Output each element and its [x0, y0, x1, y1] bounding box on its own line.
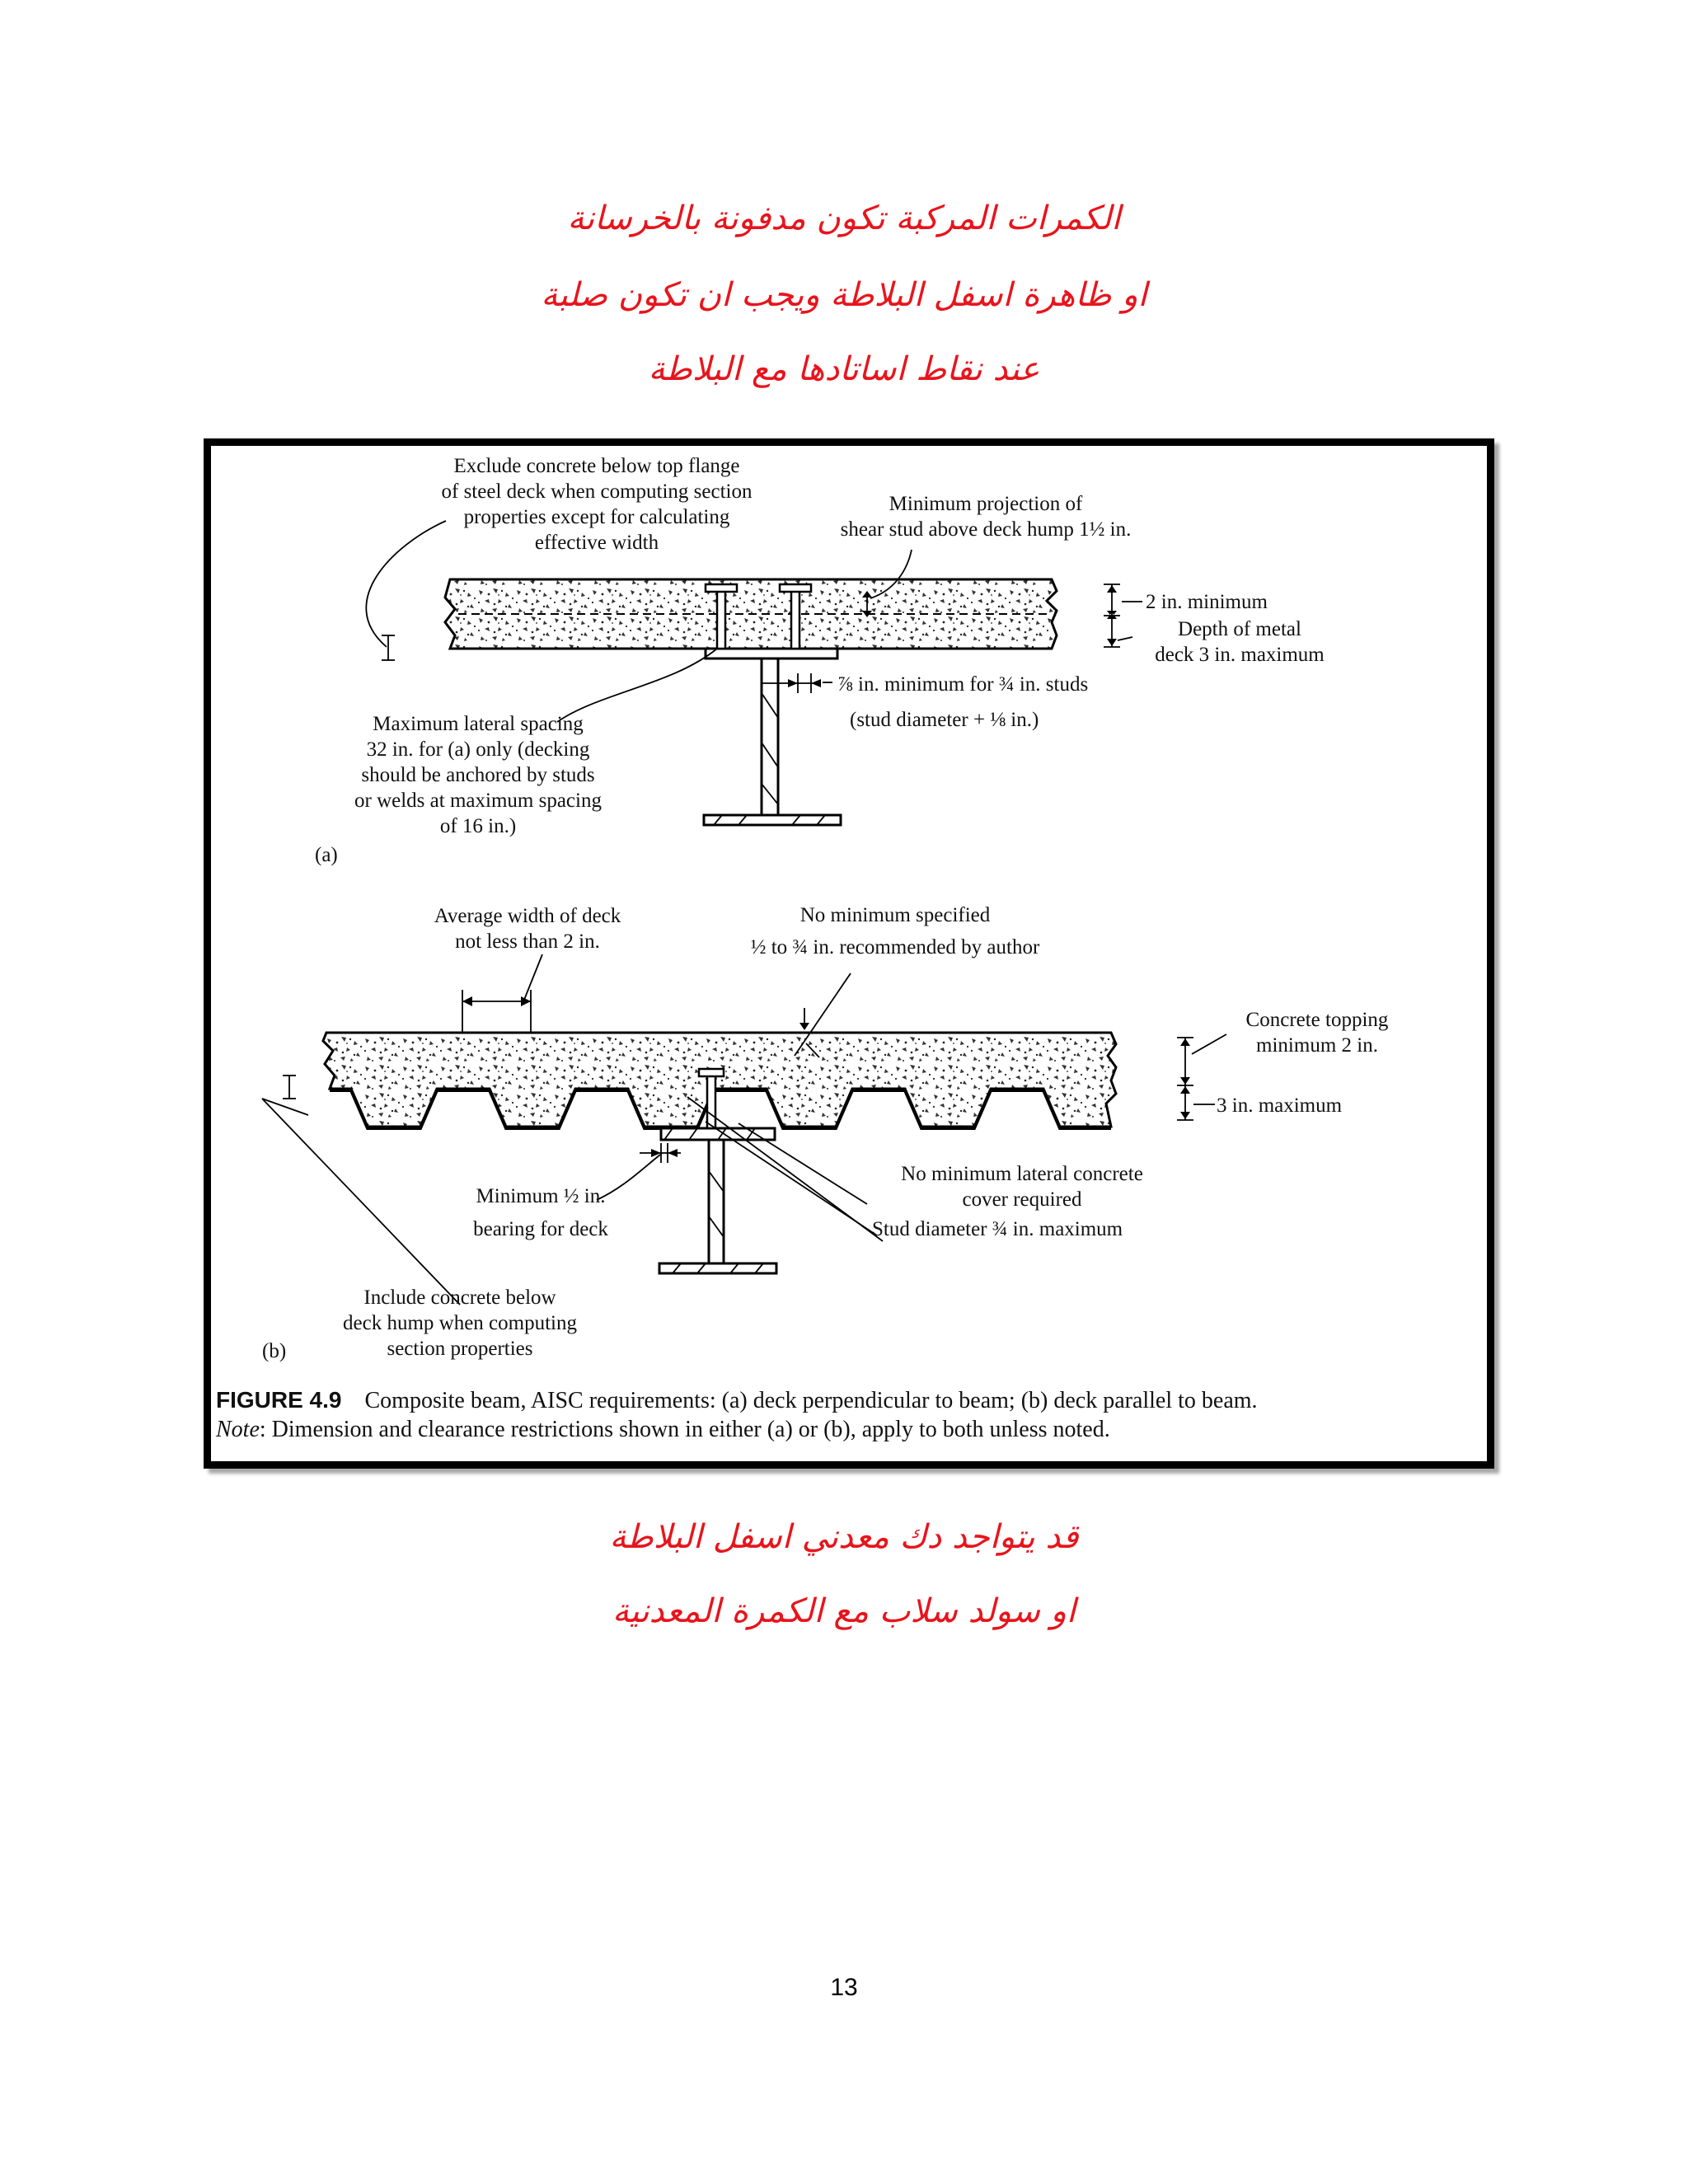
label-exclude-concrete-2: of steel deck when computing section: [441, 480, 753, 503]
label-no-minimum-specified: No minimum specified: [799, 904, 991, 926]
label-max-lateral-spacing-2: 32 in. for (a) only (decking: [366, 738, 590, 761]
caption-text: Composite beam, AISC requirements: (a) deck perpendicular to beam; (b) deck parallel to beam.: [364, 1388, 1258, 1413]
label-concrete-topping-2: minimum 2 in.: [1256, 1034, 1378, 1057]
label-max-lateral-spacing-3: should be anchored by studs: [361, 764, 595, 786]
caption-line-1: [216, 1385, 1485, 1415]
label-include-concrete-2: deck hump when computing: [343, 1312, 577, 1334]
label-include-concrete-3: section properties: [387, 1338, 533, 1360]
label-concrete-topping-1: Concrete topping: [1245, 1009, 1389, 1031]
figure-frame: [204, 438, 1494, 1469]
label-average-width-2: not less than 2 in.: [455, 930, 600, 953]
footer-line-1: قد يتواجد دك معدني اسفل البلاطة: [609, 1518, 1079, 1556]
caption-note-label: Note: [216, 1417, 260, 1442]
label-two-in-minimum: 2 in. minimum: [1146, 591, 1268, 613]
heading-line-3: عند نقاط اساتادها مع البلاطة: [648, 350, 1040, 388]
composite-beam-figure: [211, 446, 1487, 1461]
label-no-min-lateral-cover-1: No minimum lateral concrete: [901, 1163, 1143, 1185]
figure-caption: [216, 1385, 1485, 1444]
footer-line-2: او سولد سلاب مع الكمرة المعدنية: [612, 1592, 1076, 1630]
label-exclude-concrete-4: effective width: [534, 532, 659, 554]
label-depth-metal-deck-2: deck 3 in. maximum: [1155, 644, 1325, 666]
label-seven-eighths: ⅞ in. minimum for ¾ in. studs: [837, 673, 1089, 696]
label-depth-metal-deck-1: Depth of metal: [1178, 618, 1301, 640]
label-exclude-concrete-1: Exclude concrete below top flange: [453, 455, 740, 477]
label-stud-diameter-note: (stud diameter + ⅛ in.): [850, 709, 1039, 731]
label-min-projection-2: shear stud above deck hump 1½ in.: [840, 518, 1132, 541]
label-average-width-1: Average width of deck: [434, 905, 621, 927]
panel-b-tag: (b): [262, 1340, 287, 1362]
label-stud-diameter-max: Stud diameter ¾ in. maximum: [872, 1218, 1123, 1240]
panel-a-tag: (a): [315, 844, 338, 866]
label-max-lateral-spacing-5: of 16 in.): [439, 815, 517, 837]
label-max-lateral-spacing-1: Maximum lateral spacing: [373, 713, 584, 735]
label-min-bearing-1: Minimum ½ in.: [476, 1185, 606, 1207]
caption-note-text: : Dimension and clearance restrictions shown in either (a) or (b), apply to both unless noted.: [259, 1417, 1110, 1442]
label-no-min-lateral-cover-2: cover required: [962, 1188, 1082, 1211]
heading-line-2: او ظاهرة اسفل البلاطة ويجب ان تكون صلبة: [541, 276, 1147, 314]
label-min-bearing-2: bearing for deck: [473, 1218, 608, 1240]
caption-line-2: [216, 1415, 1485, 1444]
heading-line-1: الكمرات المركبة تكون مدفونة بالخرسانة: [567, 199, 1121, 237]
label-min-projection-1: Minimum projection of: [889, 493, 1083, 515]
caption-label: FIGURE 4.9: [216, 1387, 342, 1413]
page-number: 13: [830, 1974, 858, 2001]
label-exclude-concrete-3: properties except for calculating: [463, 506, 730, 528]
label-max-lateral-spacing-4: or welds at maximum spacing: [354, 790, 602, 812]
label-include-concrete-1: Include concrete below: [363, 1286, 556, 1309]
label-recommended: ½ to ¾ in. recommended by author: [750, 936, 1040, 958]
label-three-in-maximum: 3 in. maximum: [1217, 1094, 1343, 1117]
panel-b-drawing: [262, 954, 1226, 1305]
